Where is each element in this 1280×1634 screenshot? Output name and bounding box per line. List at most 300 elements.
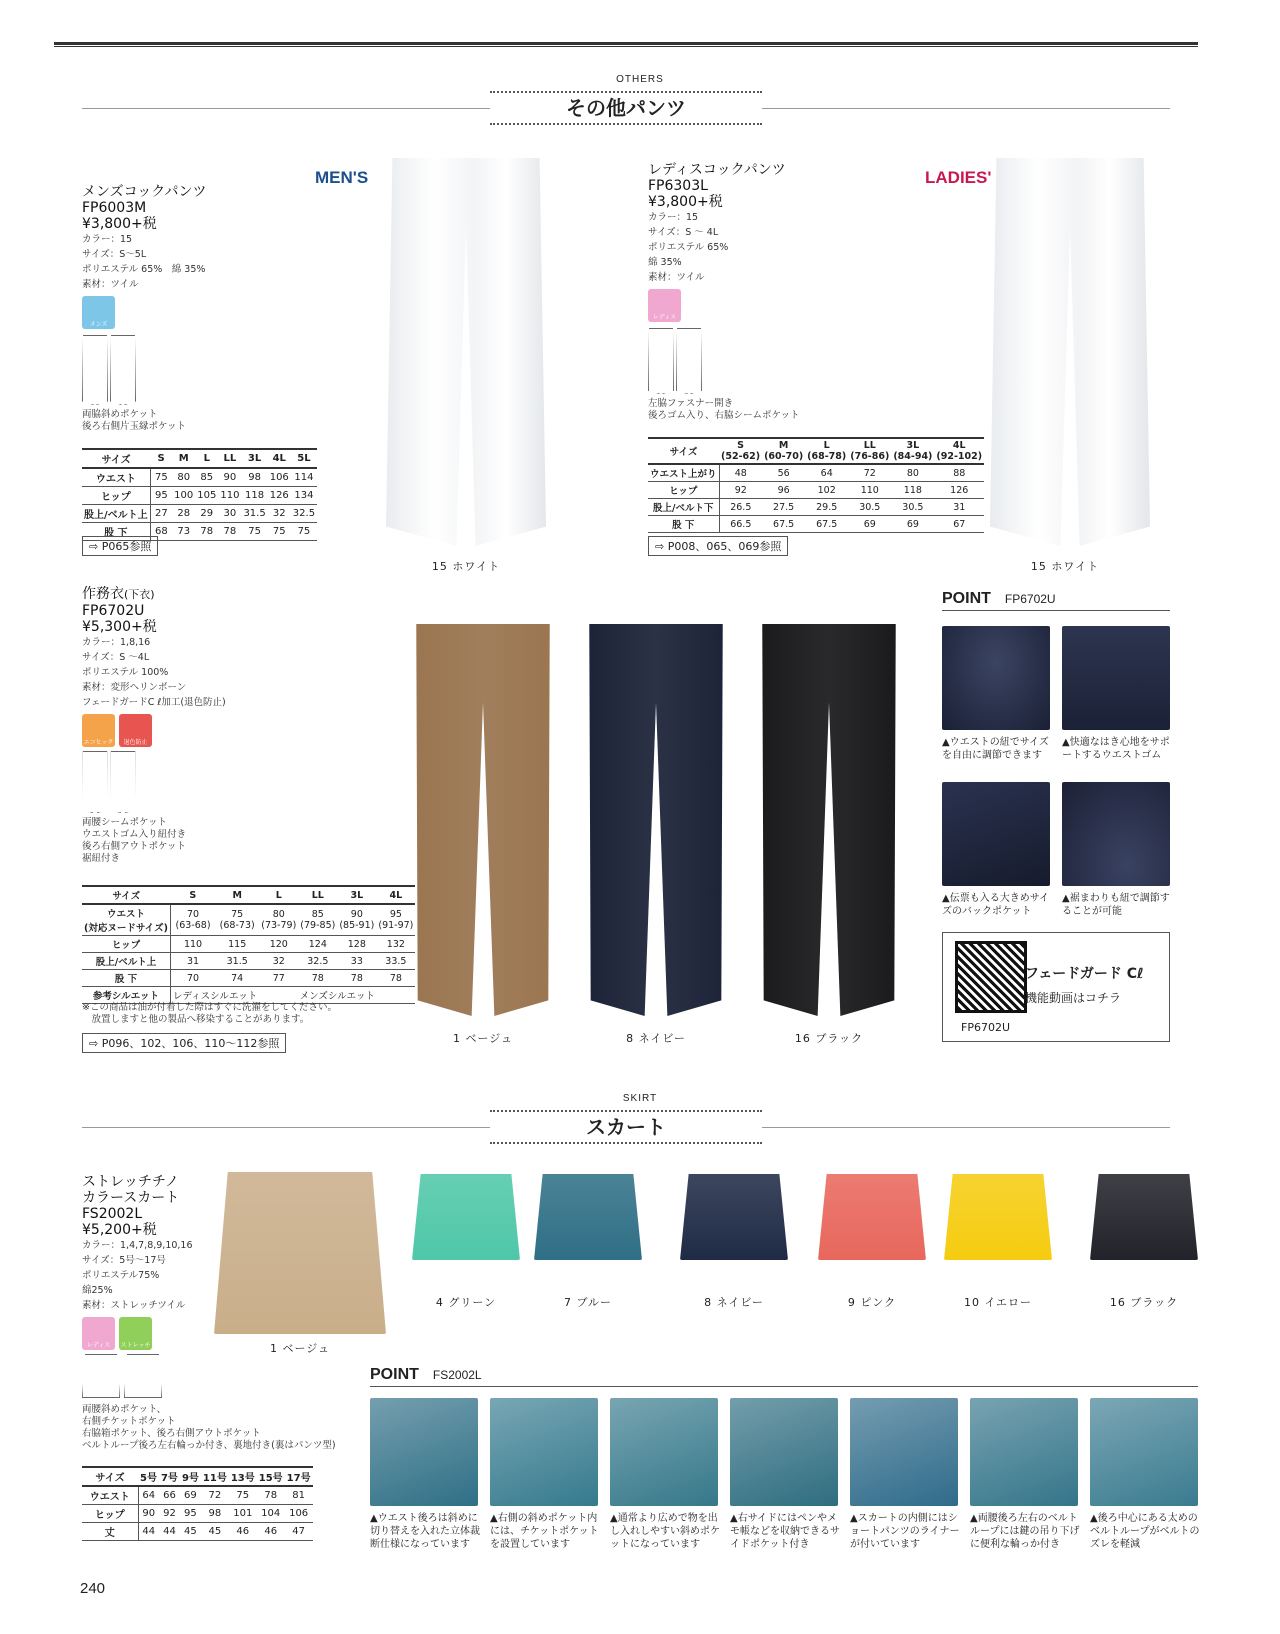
table-cell: 28 [177, 508, 191, 519]
ladies-icon: レディス [648, 289, 681, 322]
table-cell: 110 [183, 938, 203, 950]
feature-line: 後ろ右側片玉縁ポケット [82, 421, 187, 432]
table-cell: 80 [906, 467, 919, 479]
table-header-cell: 11号 [202, 1473, 227, 1484]
table-cell: 56 [777, 467, 790, 479]
table-cell: 32 [272, 955, 285, 967]
table-cell: 31.5 [226, 955, 248, 967]
table-cell: 81 [292, 1490, 305, 1501]
table-cell: 124 [308, 938, 327, 950]
skirt-caption: 10 イエロー [963, 1296, 1033, 1309]
table-row [648, 482, 984, 499]
table-header-row [82, 449, 317, 468]
spec-line: カラー：15 [82, 234, 133, 245]
table-header-cell: LL [311, 889, 324, 901]
front-sketch [82, 751, 108, 813]
table-cell: 44 [163, 1526, 176, 1537]
back-sketch [110, 335, 136, 405]
table-cell: 104 [261, 1508, 281, 1519]
spec-line: サイズ：S ～ 4L [648, 227, 719, 238]
spec-line: ポリエステル 100% [82, 667, 169, 678]
spec-line: サイズ：5号～17号 [82, 1255, 166, 1266]
product-code: FP6003M [82, 200, 147, 216]
mens-pants-photo [386, 158, 546, 546]
table-cell: ウエスト上がり [648, 464, 719, 482]
spec-line: フェードガードC ℓ加工(退色防止) [82, 697, 226, 708]
table-cell: 67.5 [773, 518, 795, 530]
table-cell: 95 (91-97) [378, 909, 414, 931]
table-cell: 110 [220, 490, 240, 501]
table-cell: 78 [223, 526, 237, 537]
table-cell: 75 (68-73) [219, 909, 255, 931]
product-name: メンズコックパンツ [82, 184, 207, 200]
table-cell: 股 下 [648, 516, 719, 533]
skirt-caption: 16 ブラック [1109, 1296, 1179, 1309]
table-cell: 31 [186, 955, 200, 967]
table-header-cell: L (68-78) [807, 440, 847, 462]
skirt-point-photo [850, 1398, 958, 1506]
feature-line: 両脇斜めポケット [82, 409, 158, 420]
table-cell: 45 [208, 1526, 222, 1537]
table-header-cell: 5L [297, 453, 311, 464]
skirt-caption: 1 ベージュ [269, 1342, 331, 1355]
table-cell: 44 [142, 1526, 156, 1537]
spec-line: ポリエステル75% [82, 1270, 160, 1281]
table-header-cell: 9号 [181, 1473, 199, 1484]
table-header-cell: 4L [272, 453, 286, 464]
samue-caption: 16 ブラック [794, 1032, 864, 1045]
spec-line: サイズ：S～5L [82, 249, 147, 260]
ladies-info [648, 162, 848, 422]
table-cell: 90 (85-91) [339, 909, 375, 931]
table-cell: 134 [294, 490, 314, 501]
table-cell: 77 [272, 972, 285, 984]
table-row [82, 487, 317, 505]
table-cell: 90 [223, 472, 237, 483]
spec-line: 素材：ツイル [648, 272, 705, 283]
table-header-row [82, 886, 415, 904]
table-cell: 105 [197, 490, 217, 501]
table-header-cell: M [178, 453, 189, 464]
point-text: ▲伝票も入る大きめサイズのバックポケット [942, 893, 1049, 917]
samue-caption: 8 ネイビー [626, 1032, 686, 1045]
product-price: ¥3,800+税 [82, 216, 157, 232]
table-cell: 股 下 [82, 970, 170, 987]
point-photo-hem-cord [1062, 782, 1170, 886]
table-cell: 75 [236, 1490, 250, 1501]
table-header-cell: 3L (84-94) [893, 440, 933, 462]
table-cell: 73 [177, 526, 191, 537]
table-cell: 26.5 [730, 501, 752, 513]
table-row [82, 1505, 313, 1523]
qr-subtitle: 機能動画はコチラ [1025, 991, 1122, 1005]
table-cell: 80 [177, 472, 191, 483]
front-sketch [82, 1354, 120, 1398]
table-header-cell: 17号 [286, 1473, 311, 1484]
ladies-badge: LADIES' [925, 168, 992, 187]
product-specs [82, 635, 382, 710]
table-cell: 72 [863, 467, 876, 479]
table-cell: 95 [155, 490, 168, 501]
table-row [82, 505, 317, 523]
table-cell: 102 [817, 484, 836, 496]
table-cell: 75 [155, 472, 168, 483]
table-row [82, 468, 317, 487]
table-header-cell: LL [223, 453, 237, 464]
point-text: ▲両腰後ろ左右のベルトループには鍵の吊り下げに便利な輪っか付き [970, 1513, 1080, 1550]
table-cell: 69 [184, 1490, 197, 1501]
feature-line: 右側チケットポケット [82, 1416, 176, 1427]
samue-pants-photo [585, 624, 727, 1016]
table-cell: 33.5 [385, 955, 407, 967]
section-rule-right [762, 108, 1170, 109]
back-sketch [676, 328, 702, 394]
table-cell: 31.5 [243, 508, 266, 519]
section-label-en: OTHERS [616, 74, 664, 85]
table-header-row [648, 438, 984, 464]
table-cell: 29 [200, 508, 214, 519]
product-specs [82, 232, 302, 292]
pant-sketch [82, 335, 302, 405]
point-title: POINT [942, 590, 991, 607]
table-header-cell: 13号 [230, 1473, 255, 1484]
table-cell: 106 [289, 1508, 309, 1519]
table-cell: 78 [264, 1490, 278, 1501]
feature-line: 左脇ファスナー開き [648, 398, 734, 409]
skirt-point-photo [1090, 1398, 1198, 1506]
mens-caption: 15 ホワイト [431, 560, 501, 573]
spec-line: カラー：1,4,7,8,9,10,16 [82, 1240, 193, 1251]
table-header-cell: S [157, 453, 165, 464]
table-cell: 78 [350, 972, 363, 984]
feature-line: ウエストゴム入り紐付き [82, 829, 187, 840]
feature-list [648, 398, 848, 422]
samue-pants-photo [758, 624, 900, 1016]
point-text: ▲快適なはき心地をサポートするウエストゴム [1062, 737, 1170, 761]
table-row [648, 464, 984, 482]
table-cell: 丈 [82, 1523, 138, 1541]
spec-line: 綿 35% [648, 257, 682, 268]
table-cell: 115 [228, 938, 247, 950]
note-line: 放置しますと他の製品へ移染することがあります。 [82, 1014, 310, 1025]
table-cell: 32 [272, 508, 286, 519]
mens-page-ref[interactable]: ⇨ P065参照 [82, 536, 158, 556]
mens-icon: メンズ [82, 296, 115, 329]
table-cell: 股 下 [82, 523, 150, 541]
ladies-caption: 15 ホワイト [1030, 560, 1100, 573]
table-cell: 120 [269, 938, 288, 950]
product-price: ¥5,200+税 [82, 1222, 157, 1238]
product-code: FP6303L [648, 178, 708, 194]
table-cell: 92 [734, 484, 747, 496]
product-name: レディスコックパンツ [648, 162, 786, 178]
spec-line: サイズ：S ～4L [82, 652, 150, 663]
spec-line: カラー：15 [648, 212, 699, 223]
page-number: 240 [80, 1580, 106, 1597]
section-rule-left [82, 108, 490, 109]
table-header-cell: S (52-62) [721, 440, 761, 462]
table-cell: ヒップ [648, 482, 719, 499]
skirt-photo [1090, 1174, 1198, 1260]
table-cell: 30.5 [902, 501, 924, 513]
table-cell: 27.5 [773, 501, 795, 513]
table-cell: 95 [184, 1508, 197, 1519]
table-cell: 85 [200, 472, 214, 483]
table-cell: 47 [292, 1526, 305, 1537]
table-cell: 110 [860, 484, 879, 496]
table-cell: ウエスト [82, 468, 150, 487]
product-name: 作務衣(下衣) [82, 586, 155, 602]
ladies-icon: レディス [82, 1317, 115, 1350]
table-cell: 67.5 [816, 518, 838, 530]
point-text: ▲ウエスト後ろは斜めに切り替えを入れた立体裁断仕様になっています [370, 1513, 480, 1550]
product-price: ¥5,300+税 [82, 619, 157, 635]
table-row [82, 904, 415, 936]
point-text: ▲通常より広めで物を出し入れしやすい斜めポケットになっています [610, 1513, 720, 1550]
table-cell: 72 [208, 1490, 222, 1501]
table-cell: 80 (73-79) [261, 909, 297, 931]
table-row [82, 1486, 313, 1505]
point-title: POINT [370, 1366, 419, 1383]
point-text: ▲右サイドにはペンやメモ帳などを収納できるサイドポケット付き [730, 1513, 840, 1550]
table-header-cell: 4L [389, 889, 403, 901]
front-sketch [648, 328, 674, 394]
product-name: ストレッチチノ [82, 1174, 179, 1190]
table-header-cell: サイズ [669, 447, 698, 458]
section-rule-right [762, 1127, 1170, 1128]
table-cell: 126 [269, 490, 289, 501]
table-cell: 46 [236, 1526, 250, 1537]
table-cell: 75 [248, 526, 261, 537]
table-header-cell: 5号 [140, 1473, 157, 1484]
table-header-cell: L [275, 889, 282, 901]
table-cell: 132 [386, 938, 405, 950]
table-cell: 66.5 [730, 518, 752, 530]
skirt-point-photo [610, 1398, 718, 1506]
table-cell: 128 [347, 938, 366, 950]
skirt-photo [214, 1172, 386, 1334]
feature-line: 後ろゴム入り、右脇シームポケット [648, 410, 800, 421]
pant-sketch [648, 328, 848, 394]
table-header-cell: M [232, 889, 242, 901]
table-header-cell: M (60-70) [764, 440, 804, 462]
skirt-point-photo [490, 1398, 598, 1506]
table-cell: ヒップ [82, 1505, 138, 1523]
spec-line: ポリエステル 65% 綿 35% [82, 264, 206, 275]
table-cell: 64 [820, 467, 833, 479]
ladies-page-ref[interactable]: ⇨ P008、065、069参照 [648, 536, 788, 556]
table-cell: 45 [184, 1526, 197, 1537]
skirt-caption: 8 ネイビー [704, 1296, 764, 1309]
feature-line: 右脇箱ポケット、後ろ右側アウトポケット [82, 1428, 261, 1439]
table-header-cell: 3L [247, 453, 262, 464]
table-cell: 78 [200, 526, 214, 537]
table-cell: 114 [294, 472, 314, 483]
table-cell: 48 [734, 467, 747, 479]
table-cell: 101 [233, 1508, 253, 1519]
samue-page-ref[interactable]: ⇨ P096、102、106、110～112参照 [82, 1033, 286, 1053]
fade-guard-icon: 退色防止 [119, 714, 152, 747]
point-photo-back-pocket [942, 782, 1050, 886]
table-cell: 85 (79-85) [300, 909, 336, 931]
skirt-sketch [82, 1354, 282, 1398]
skirt-photo [944, 1174, 1052, 1260]
section-title: その他パンツ [490, 91, 762, 125]
table-cell: 98 [248, 472, 261, 483]
skirt-point-photo [370, 1398, 478, 1506]
table-cell: 98 [208, 1508, 222, 1519]
table-cell: 46 [264, 1526, 278, 1537]
feature-line: 両腰シームポケット [82, 817, 168, 828]
table-header-cell: 7号 [160, 1473, 178, 1484]
care-note [82, 1002, 337, 1026]
table-cell: 78 [389, 972, 402, 984]
table-footer-row [82, 987, 415, 1004]
table-cell: 股上/ベルト下 [648, 499, 719, 516]
table-header-cell: 4L (92-102) [936, 440, 983, 462]
table-row [82, 936, 415, 953]
table-cell: 31 [953, 501, 966, 513]
table-cell: 74 [231, 972, 244, 984]
table-cell: 30.5 [859, 501, 881, 513]
skirt-point-photo [730, 1398, 838, 1506]
ladies-size-table [648, 437, 984, 533]
product-specs [648, 210, 848, 285]
skirt-caption: 7 ブルー [563, 1296, 613, 1309]
qr-code-label: FP6702U [961, 1021, 1011, 1034]
table-header-cell: サイズ [112, 891, 141, 902]
table-cell: ヒップ [82, 936, 170, 953]
product-code: FP6702U [82, 603, 145, 619]
point-text: ▲後ろ中心にある太めのベルトループがベルトのズレを軽減 [1090, 1513, 1200, 1550]
table-row [82, 1523, 313, 1541]
skirt-caption: 4 グリーン [435, 1296, 497, 1309]
section-title: スカート [490, 1110, 762, 1144]
feature-list [82, 817, 382, 865]
spec-line: ポリエステル 65% [648, 242, 729, 253]
product-price: ¥3,800+税 [648, 194, 723, 210]
product-name-sub: (下衣) [124, 588, 155, 601]
top-rule [54, 42, 1198, 47]
point-text: ▲右側の斜めポケット内には、チケットポケットを設置しています [490, 1513, 599, 1550]
table-cell: 96 [777, 484, 790, 496]
table-cell: 股上/ベルト上 [82, 953, 170, 970]
samue-caption: 1 ベージュ [452, 1032, 514, 1045]
table-cell: 100 [174, 490, 194, 501]
ladies-pants-photo [990, 158, 1150, 546]
skirt-size-table [82, 1466, 313, 1541]
spec-line: 素材：変形ヘリンボーン [82, 682, 187, 693]
table-cell: 70 [186, 972, 200, 984]
feature-line: ベルトループ後ろ左右輪っか付き、裏地付き(裏はパンツ型) [82, 1440, 336, 1451]
pant-sketch [82, 751, 382, 813]
table-cell: 股上/ベルト上 [82, 505, 150, 523]
table-header-row [82, 1467, 313, 1486]
table-header-cell: LL (76-86) [850, 440, 890, 462]
table-cell: 69 [863, 518, 876, 530]
samue-pants-photo [412, 624, 554, 1016]
point-photo-waist-cord [942, 626, 1050, 730]
table-cell: 118 [245, 490, 265, 501]
qr-title: フェードガード Cℓ [1025, 966, 1144, 982]
table-cell: メンズシルエット [299, 991, 375, 1002]
table-header-cell: 3L [350, 889, 364, 901]
samue-info [82, 586, 382, 865]
table-cell: 32.5 [307, 955, 329, 967]
table-cell: 30 [223, 508, 237, 519]
table-row [648, 516, 984, 533]
table-cell: 78 [311, 972, 324, 984]
spec-line: 綿25% [82, 1285, 113, 1296]
table-cell: レディスシルエット [172, 991, 258, 1002]
table-header-cell: L [203, 453, 210, 464]
point-text: ▲ウエストの紐でサイズを自由に調節できます [942, 737, 1049, 761]
table-cell: 64 [142, 1490, 156, 1501]
table-cell: 33 [350, 955, 363, 967]
feature-line: 後ろ右側アウトポケット [82, 841, 187, 852]
table-row [82, 953, 415, 970]
point-text: ▲裾まわりも紐で調節することが可能 [1062, 893, 1170, 917]
table-cell: 70 (63-68) [175, 909, 211, 931]
table-cell: 126 [950, 484, 969, 496]
skirt-photo [412, 1174, 520, 1260]
table-cell: ウエスト (対応ヌードサイズ) [82, 904, 170, 936]
table-cell: ウエスト [82, 1486, 138, 1505]
product-name: カラースカート [82, 1190, 180, 1206]
table-cell: 69 [906, 518, 919, 530]
qr-panel[interactable] [942, 932, 1170, 1042]
table-header-cell: S [189, 889, 197, 901]
table-cell: 106 [269, 472, 289, 483]
qr-code-icon[interactable] [955, 941, 1027, 1013]
table-cell: ヒップ [82, 487, 150, 505]
point-heading [942, 590, 1170, 611]
table-cell: 67 [953, 518, 966, 530]
mens-info [82, 184, 302, 433]
table-cell: 32.5 [292, 508, 316, 519]
section-label-en: SKIRT [622, 1093, 658, 1104]
table-header-cell: サイズ [101, 455, 131, 466]
spec-line: 素材：ツイル [82, 279, 139, 290]
skirt-photo [680, 1174, 788, 1260]
mens-size-table [82, 448, 317, 541]
table-cell: 92 [163, 1508, 176, 1519]
skirt-caption: 9 ピンク [847, 1296, 897, 1309]
table-cell: 90 [142, 1508, 156, 1519]
table-cell: 75 [272, 526, 286, 537]
table-cell: 75 [297, 526, 311, 537]
back-sketch [110, 751, 136, 813]
table-row [648, 499, 984, 516]
back-sketch [124, 1354, 162, 1398]
front-sketch [82, 335, 108, 405]
feature-list [82, 1404, 342, 1452]
table-cell: 118 [903, 484, 922, 496]
section-rule-left [82, 1127, 490, 1128]
feature-line: 両腰斜めポケット、 [82, 1404, 167, 1415]
spec-line: カラー：1,8,16 [82, 637, 151, 648]
feature-list [82, 409, 302, 433]
table-cell: 66 [163, 1490, 176, 1501]
feature-line: 裾紐付き [82, 853, 121, 864]
table-cell: 27 [155, 508, 168, 519]
spec-line: 素材：ストレッチツイル [82, 1300, 186, 1311]
note-line: ※この商品は油が付着した際はすぐに洗濯をしてください。 [82, 1002, 337, 1013]
table-header-cell: サイズ [95, 1473, 125, 1484]
table-cell: 88 [953, 467, 966, 479]
mens-badge: MEN'S [315, 168, 369, 187]
samue-size-table [82, 885, 415, 1004]
